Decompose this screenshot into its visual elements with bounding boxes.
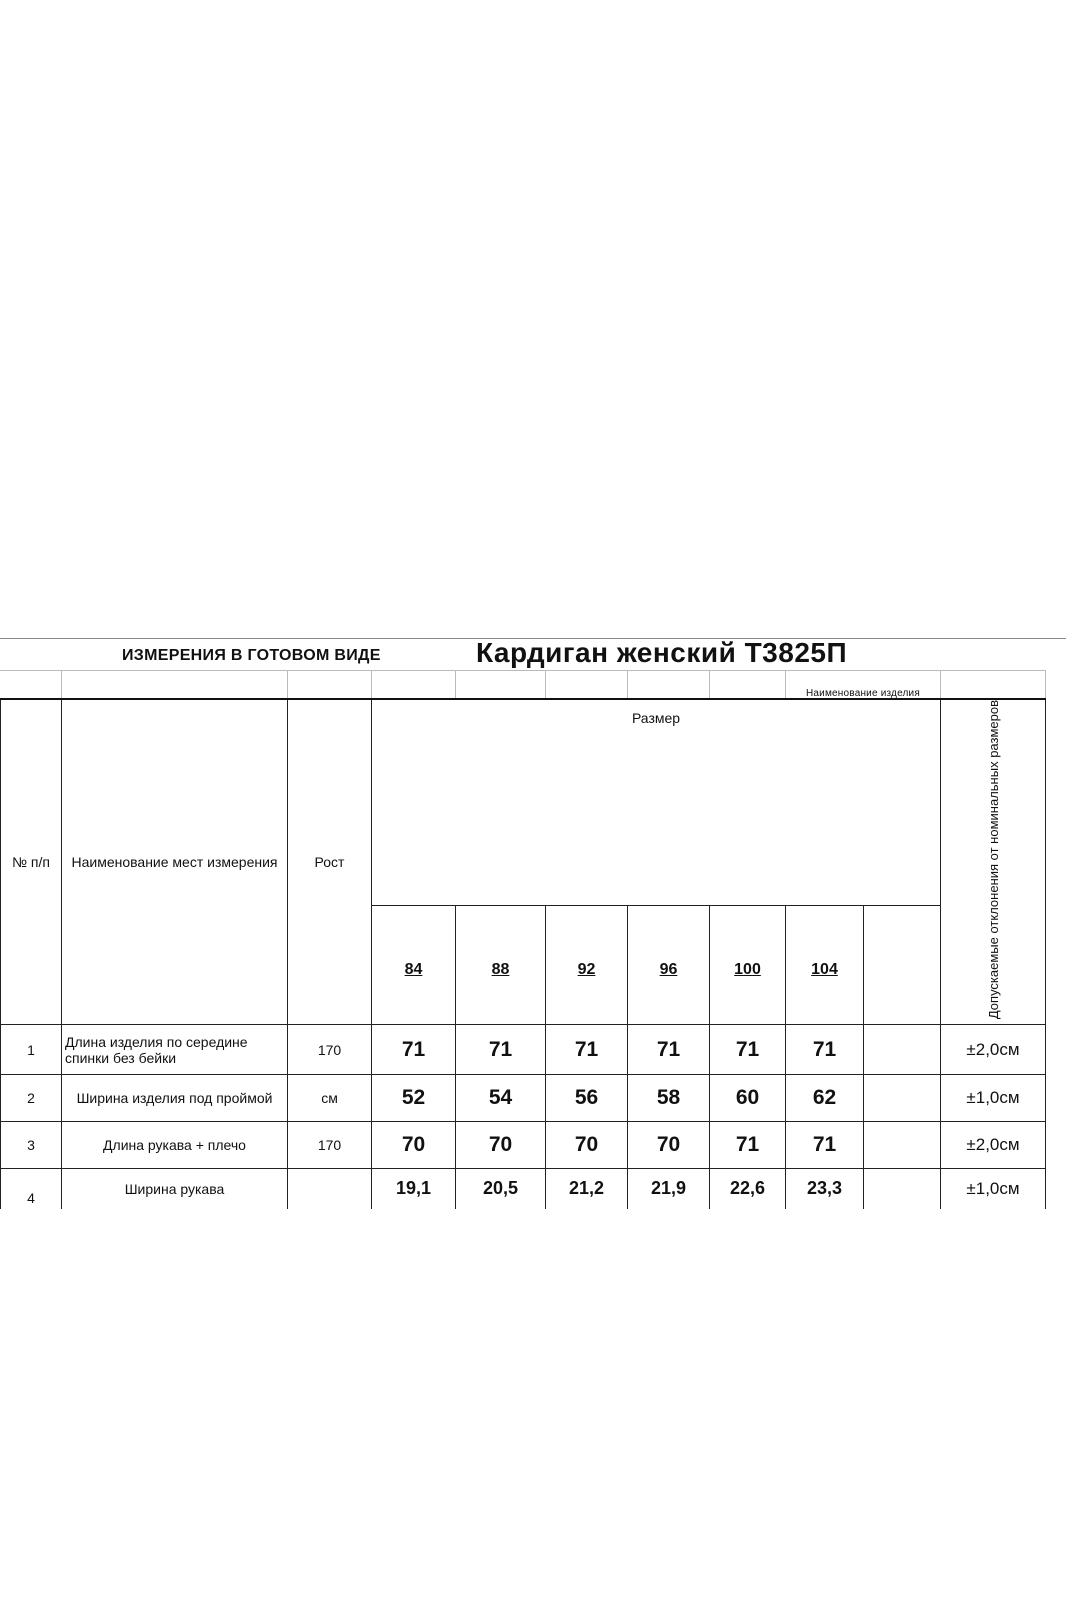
- row-value: 56: [546, 1075, 628, 1122]
- row-value: 21,9: [650, 1178, 687, 1199]
- size-label: 88: [491, 961, 510, 979]
- row-value: 54: [456, 1075, 546, 1122]
- row-height: см: [288, 1075, 372, 1122]
- row-value: [864, 1025, 941, 1075]
- row-value: 70: [628, 1122, 710, 1169]
- row-height: 170: [288, 1122, 372, 1169]
- row-value-cell: [546, 1169, 628, 1209]
- spacer-cell: [371, 670, 456, 699]
- row-value: 70: [372, 1122, 456, 1169]
- size-cell: [456, 906, 546, 1025]
- row-name: Ширина изделия под проймой: [62, 1075, 288, 1122]
- col-header-num: № п/п: [1, 699, 62, 1025]
- row-value: 71: [710, 1122, 786, 1169]
- row-value: 22,6: [729, 1178, 766, 1199]
- col-header-tolerance-cell: [941, 699, 1046, 1025]
- size-cell: [628, 906, 710, 1025]
- row-value: 23,3: [806, 1178, 843, 1199]
- row-number-cell: [1, 1169, 62, 1209]
- row-value: 62: [786, 1075, 864, 1122]
- title-row: [0, 638, 1066, 671]
- size-label: 92: [577, 961, 596, 979]
- spacer-cell: [545, 670, 628, 699]
- size-cell: [710, 906, 786, 1025]
- size-cell: [864, 906, 941, 1025]
- row-value: 70: [546, 1122, 628, 1169]
- row-number: 2: [1, 1075, 62, 1122]
- size-cell: [546, 906, 628, 1025]
- row-value: 21,2: [568, 1178, 605, 1199]
- row-value-cell: [864, 1169, 941, 1209]
- table-row: [1, 1075, 1046, 1122]
- table-row: [1, 1169, 1046, 1209]
- size-label: 84: [404, 961, 423, 979]
- row-value: 71: [710, 1025, 786, 1075]
- row-tolerance-cell: [941, 1169, 1046, 1209]
- row-value-cell: [456, 1169, 546, 1209]
- spacer-cell: [455, 670, 546, 699]
- col-header-place: Наименование мест измерения: [62, 699, 288, 1025]
- size-label: 100: [734, 961, 761, 979]
- row-tolerance: ±2,0см: [941, 1025, 1046, 1075]
- row-value: 71: [546, 1025, 628, 1075]
- row-value: 52: [372, 1075, 456, 1122]
- row-value: [864, 1122, 941, 1169]
- row-value: 71: [456, 1025, 546, 1075]
- table-row: [1, 1025, 1046, 1075]
- row-value: 60: [710, 1075, 786, 1122]
- row-number: 1: [1, 1025, 62, 1075]
- row-name: Длина изделия по середине спинки без бейки: [62, 1025, 288, 1075]
- row-value-cell: [710, 1169, 786, 1209]
- measurement-sheet: [0, 637, 1066, 1206]
- row-tolerance: ±1,0см: [966, 1178, 1020, 1198]
- row-name-cell: [62, 1169, 288, 1209]
- row-value: 70: [456, 1122, 546, 1169]
- row-value: 20,5: [482, 1178, 519, 1199]
- col-header-tolerance: Допускаемые отклонения от номинальных размеров: [985, 700, 1001, 1020]
- spacer-cell: [627, 670, 710, 699]
- measurement-table: [0, 698, 1046, 1209]
- row-value-cell: [786, 1169, 864, 1209]
- size-cell: [372, 906, 456, 1025]
- row-number: 3: [1, 1122, 62, 1169]
- row-value: 71: [786, 1025, 864, 1075]
- sheet-subtitle: ИЗМЕРЕНИЯ В ГОТОВОМ ВИДЕ: [122, 647, 381, 664]
- size-cell: [786, 906, 864, 1025]
- row-value: [864, 1075, 941, 1122]
- product-title: Кардиган женский Т3825П: [476, 637, 848, 668]
- row-name: Длина рукава + плечо: [62, 1122, 288, 1169]
- size-label: 104: [811, 961, 838, 979]
- spacer-cell: [940, 670, 1046, 699]
- col-header-size: Размер: [372, 699, 941, 906]
- col-header-height: Рост: [288, 699, 372, 1025]
- spacer-cell: [709, 670, 786, 699]
- row-value: 71: [372, 1025, 456, 1075]
- header-row: [1, 699, 1046, 906]
- row-name: Ширина рукава: [124, 1180, 225, 1197]
- row-value: 58: [628, 1075, 710, 1122]
- spacer-cell: [0, 670, 62, 699]
- row-tolerance: ±2,0см: [941, 1122, 1046, 1169]
- row-tolerance: ±1,0см: [941, 1075, 1046, 1122]
- product-caption: Наименование изделия: [806, 688, 920, 699]
- row-height: 170: [288, 1025, 372, 1075]
- row-value-cell: [628, 1169, 710, 1209]
- spacer-cell: [61, 670, 288, 699]
- spacer-cell: [287, 670, 372, 699]
- table-row: [1, 1122, 1046, 1169]
- row-value: 19,1: [395, 1178, 432, 1199]
- row-height: [288, 1169, 372, 1209]
- size-label: 96: [659, 961, 678, 979]
- row-value: 71: [786, 1122, 864, 1169]
- row-value-cell: [372, 1169, 456, 1209]
- row-number: 4: [27, 1189, 35, 1206]
- row-value: 71: [628, 1025, 710, 1075]
